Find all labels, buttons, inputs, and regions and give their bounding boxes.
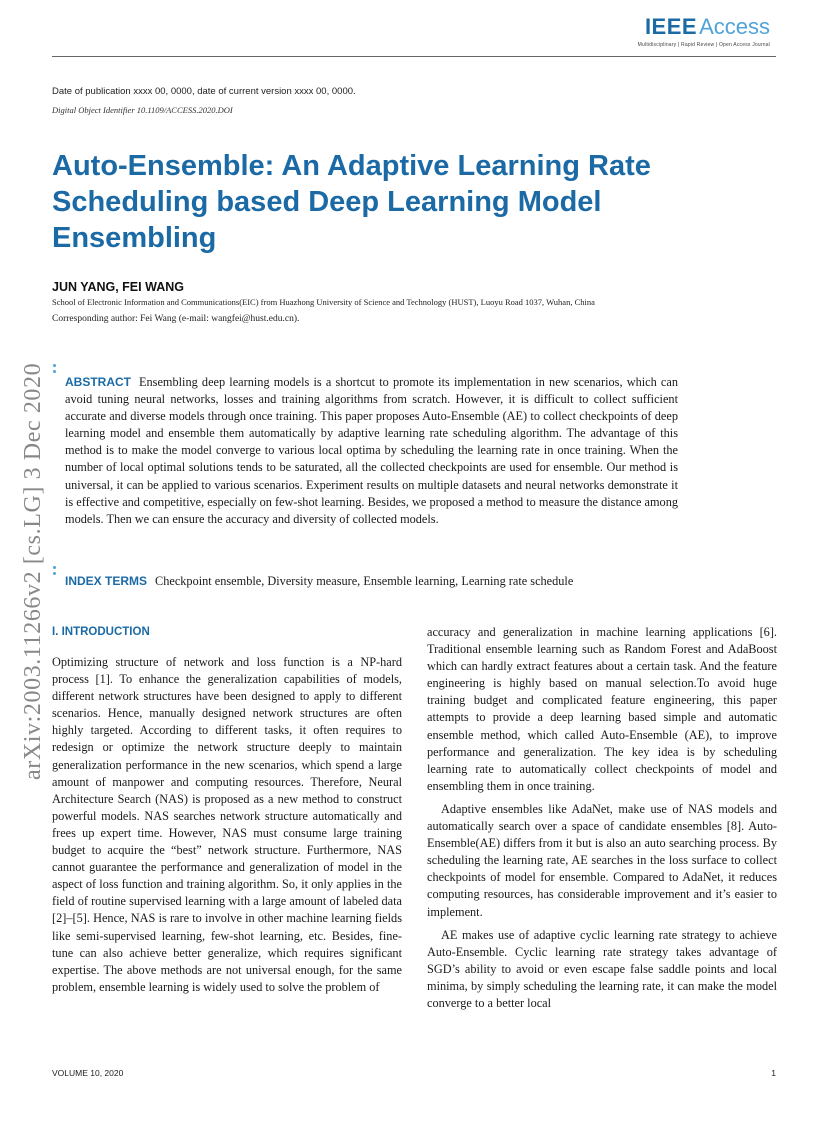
intro-paragraph-1: Optimizing structure of network and loss function is a NP-hard process [1]. To enhance the generalization capabilities of models, different network structures have been designed to apply to different scenarios. Hence, manually designed network structures are often highly targeted. According to different tasks, it often requires to redesign or optimize the network structure deeply to maintain generalization performance in the new scenarios, which spend a large amount of manpower and computing resources. Therefore, Neural Architecture Search (NAS) is proposed as a new method to construct powerful models. NAS searches network structure automatically and frees up expert time. However, NAS must consume large training budget to acquire the “best” network structure. Furthermore, NAS cannot guarantee the performance and generalization of model in the aspect of loss function and training algorithm. So, it only applies in the field of routine supervised learning with a large amount of labeled data [2]–[5]. Hence, NAS is rare to involve in other machine learning fields like semi-supervised learning, few-shot learning, etc. Besides, fine-tune can also achieve better generalize, which requires significant expertise. The above methods are not universal enough, for the same problem, ensemble learning is widely used to solve the problem of: [52, 655, 402, 994]
abstract-label: ABSTRACT: [65, 375, 131, 389]
author-list: JUN YANG, FEI WANG: [52, 280, 184, 294]
paper-title: Auto-Ensemble: An Adaptive Learning Rate Scheduling based Deep Learning Model Ensembling: [52, 150, 651, 254]
affiliation: School of Electronic Information and Communications(EIC) from Huazhong University of Science and Technology (HUST), Luoyu Road 1037, Wuhan, China: [52, 297, 595, 307]
intro-paragraph-3: Adaptive ensembles like AdaNet, make use of NAS models and automatically search over a space of candidate ensembles [8]. Auto-Ensemble(AE) differs from it but is also an auto searching process. By scheduling the learning rate, AE searches in the loss surface to collect checkpoints of model for ensemble. Compared to AdaNet, it reduces computing resources, has considerable improvement and it’s easier to implement.: [427, 801, 777, 919]
index-terms-dots-icon: [53, 566, 56, 578]
doi-line: Digital Object Identifier 10.1109/ACCESS.2020.DOI: [52, 105, 233, 115]
arxiv-side-stamp: arXiv:2003.11266v2 [cs.LG] 3 Dec 2020: [20, 362, 46, 780]
journal-brand: [638, 16, 770, 48]
index-terms-text: Checkpoint ensemble, Diversity measure, Ensemble learning, Learning rate schedule: [155, 574, 574, 588]
corresponding-author: Corresponding author: Fei Wang (e-mail: wangfei@hust.edu.cn).: [52, 314, 300, 324]
left-column: [52, 624, 402, 996]
abstract: [65, 374, 678, 528]
header-divider: [52, 56, 776, 57]
abstract-text: Ensembling deep learning models is a shortcut to promote its implementation in new scenarios, which can avoid tuning neural networks, losses and training algorithms from scratch. However, it is difficult to collect sufficient accurate and diverse models through once training. This paper proposes Auto-Ensemble (AE) to collect checkpoints of deep learning model and ensemble them automatically by adaptive learning rate scheduling algorithm. The advantage of this method is to make the model converge to various local optima by scheduling the learning rate in once training. When the number of local optimal solutions tends to be saturated, all the collected checkpoints are used for ensemble. Our method is universal, it can be applied to various scenarios. Experiment results on multiple datasets and neural networks demonstrate it is effective and competitive, especially on few-shot learning. Besides, we proposed a method to measure the distance among models. Then we can ensure the accuracy and diversity of collected models.: [65, 375, 678, 526]
index-terms-label: INDEX TERMS: [65, 574, 148, 588]
index-terms: [65, 574, 765, 589]
intro-paragraph-2: accuracy and generalization in machine learning applications [6]. Traditional ensemble learning such as Random Forest and AdaBoost which can hardly extract features about a certain task. And the feature engineering is highly based on manual selection.To avoid huge training budget and complicated feature engineering, this paper attempts to provide a deep learning based simple and automatic ensemble method, which called Auto-Ensemble (AE), to improve performance and generalization. The key idea is by scheduling learning rate to automatically collect checkpoints of model and ensembling them in once training.: [427, 625, 777, 793]
footer-page-number: 1: [771, 1068, 776, 1078]
publication-date: Date of publication xxxx 00, 0000, date of current version xxxx 00, 0000.: [52, 86, 356, 97]
brand-tagline: Multidisciplinary | Rapid Review | Open Access Journal: [637, 42, 770, 48]
intro-paragraph-4: AE makes use of adaptive cyclic learning rate strategy to achieve Auto-Ensemble. Cyclic learning rate strategy takes advantage of SGD’s ability to avoid or even escape false saddle points and local minima, by simply scheduling the learning rate, it can make the model converge to a better local: [427, 927, 777, 1010]
right-column: [427, 624, 777, 1012]
section-heading-introduction: I. INTRODUCTION: [52, 626, 150, 638]
brand-ieee-logo: IEEE: [644, 14, 698, 39]
footer-volume: VOLUME 10, 2020: [52, 1068, 124, 1078]
abstract-dots-icon: [53, 364, 56, 376]
brand-access-logo: Access: [699, 14, 770, 39]
